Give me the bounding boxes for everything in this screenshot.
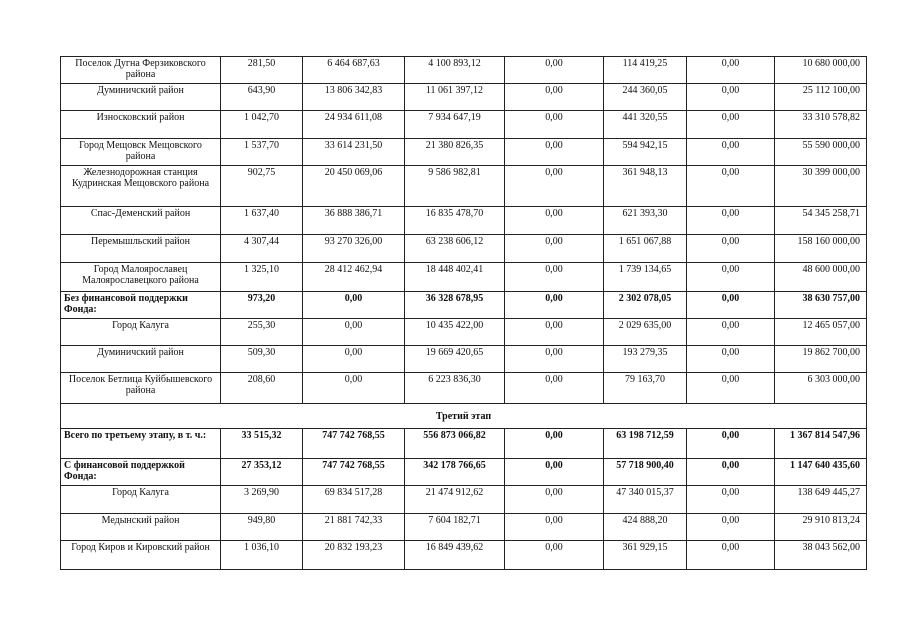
value-cell-6: 0,00: [687, 429, 775, 459]
table-row: [61, 263, 867, 292]
value-cell-6: 0,00: [687, 346, 775, 373]
value-cell-7: 30 399 000,00: [775, 166, 867, 207]
value-cell-3: 18 448 402,41: [405, 263, 505, 292]
value-cell-1: 1 042,70: [221, 111, 303, 139]
value-cell-3: 342 178 766,65: [405, 459, 505, 486]
value-cell-6: 0,00: [687, 541, 775, 570]
value-cell-4: 0,00: [505, 84, 604, 111]
value-cell-3: 36 328 678,95: [405, 292, 505, 319]
value-cell-2: 28 412 462,94: [303, 263, 405, 292]
value-cell-5: 244 360,05: [604, 84, 687, 111]
value-cell-3: 19 669 420,65: [405, 346, 505, 373]
total-row: [61, 429, 867, 459]
table-row: [61, 514, 867, 541]
value-cell-3: 4 100 893,12: [405, 57, 505, 84]
row-name-cell: Перемышльский район: [61, 235, 221, 263]
value-cell-7: 6 303 000,00: [775, 373, 867, 404]
value-cell-5: 2 029 635,00: [604, 319, 687, 346]
value-cell-4: 0,00: [505, 346, 604, 373]
value-cell-5: 361 948,13: [604, 166, 687, 207]
value-cell-4: 0,00: [505, 139, 604, 166]
value-cell-7: 19 862 700,00: [775, 346, 867, 373]
value-cell-7: 1 367 814 547,96: [775, 429, 867, 459]
value-cell-6: 0,00: [687, 166, 775, 207]
table-row: [61, 166, 867, 207]
value-cell-4: 0,00: [505, 207, 604, 235]
subtotal-row: [61, 292, 867, 319]
row-name-cell: Город Мещовск Мещовского района: [61, 139, 221, 166]
table-row: [61, 486, 867, 514]
value-cell-2: 20 832 193,23: [303, 541, 405, 570]
row-name-cell: Спас-Деменский район: [61, 207, 221, 235]
row-name-cell: С финансовой поддержкой Фонда:: [61, 459, 221, 486]
value-cell-5: 1 651 067,88: [604, 235, 687, 263]
stage-header-row: [61, 404, 867, 429]
value-cell-1: 3 269,90: [221, 486, 303, 514]
value-cell-7: 48 600 000,00: [775, 263, 867, 292]
value-cell-7: 138 649 445,27: [775, 486, 867, 514]
value-cell-6: 0,00: [687, 486, 775, 514]
table-row: [61, 319, 867, 346]
stage-title: Третий этап: [61, 404, 867, 429]
value-cell-7: 12 465 057,00: [775, 319, 867, 346]
value-cell-7: 33 310 578,82: [775, 111, 867, 139]
value-cell-1: 1 637,40: [221, 207, 303, 235]
row-name-cell: Думиничский район: [61, 84, 221, 111]
budget-table-container: [60, 56, 866, 570]
budget-table: [60, 56, 867, 570]
value-cell-6: 0,00: [687, 514, 775, 541]
table-body: [61, 57, 867, 570]
value-cell-6: 0,00: [687, 373, 775, 404]
value-cell-4: 0,00: [505, 459, 604, 486]
value-cell-2: 13 806 342,83: [303, 84, 405, 111]
value-cell-5: 594 942,15: [604, 139, 687, 166]
value-cell-6: 0,00: [687, 139, 775, 166]
value-cell-1: 33 515,32: [221, 429, 303, 459]
row-name-cell: Думиничский район: [61, 346, 221, 373]
value-cell-6: 0,00: [687, 319, 775, 346]
table-row: [61, 373, 867, 404]
value-cell-2: 93 270 326,00: [303, 235, 405, 263]
value-cell-4: 0,00: [505, 429, 604, 459]
value-cell-2: 0,00: [303, 373, 405, 404]
table-row: [61, 541, 867, 570]
value-cell-1: 1 036,10: [221, 541, 303, 570]
row-name-cell: Поселок Дугна Ферзиковского района: [61, 57, 221, 84]
value-cell-6: 0,00: [687, 84, 775, 111]
value-cell-2: 21 881 742,33: [303, 514, 405, 541]
value-cell-2: 33 614 231,50: [303, 139, 405, 166]
value-cell-3: 11 061 397,12: [405, 84, 505, 111]
value-cell-2: 69 834 517,28: [303, 486, 405, 514]
value-cell-5: 193 279,35: [604, 346, 687, 373]
value-cell-3: 21 474 912,62: [405, 486, 505, 514]
table-row: [61, 84, 867, 111]
value-cell-3: 21 380 826,35: [405, 139, 505, 166]
value-cell-6: 0,00: [687, 263, 775, 292]
value-cell-5: 2 302 078,05: [604, 292, 687, 319]
value-cell-1: 902,75: [221, 166, 303, 207]
subtotal-row: [61, 459, 867, 486]
row-name-cell: Город Киров и Кировский район: [61, 541, 221, 570]
value-cell-2: 0,00: [303, 292, 405, 319]
value-cell-1: 281,50: [221, 57, 303, 84]
value-cell-4: 0,00: [505, 235, 604, 263]
value-cell-6: 0,00: [687, 292, 775, 319]
value-cell-2: 0,00: [303, 319, 405, 346]
value-cell-6: 0,00: [687, 111, 775, 139]
row-name-cell: Город Калуга: [61, 319, 221, 346]
value-cell-7: 29 910 813,24: [775, 514, 867, 541]
value-cell-1: 4 307,44: [221, 235, 303, 263]
value-cell-6: 0,00: [687, 235, 775, 263]
value-cell-4: 0,00: [505, 111, 604, 139]
value-cell-5: 441 320,55: [604, 111, 687, 139]
row-name-cell: Поселок Бетлица Куйбышевского района: [61, 373, 221, 404]
value-cell-5: 114 419,25: [604, 57, 687, 84]
row-name-cell: Износковский район: [61, 111, 221, 139]
value-cell-6: 0,00: [687, 57, 775, 84]
value-cell-6: 0,00: [687, 459, 775, 486]
value-cell-4: 0,00: [505, 292, 604, 319]
value-cell-4: 0,00: [505, 541, 604, 570]
value-cell-1: 1 325,10: [221, 263, 303, 292]
value-cell-5: 424 888,20: [604, 514, 687, 541]
value-cell-1: 973,20: [221, 292, 303, 319]
value-cell-2: 747 742 768,55: [303, 459, 405, 486]
table-row: [61, 207, 867, 235]
value-cell-7: 55 590 000,00: [775, 139, 867, 166]
row-name-cell: Город Калуга: [61, 486, 221, 514]
value-cell-5: 57 718 900,40: [604, 459, 687, 486]
value-cell-7: 1 147 640 435,60: [775, 459, 867, 486]
table-row: [61, 235, 867, 263]
value-cell-2: 747 742 768,55: [303, 429, 405, 459]
table-row: [61, 346, 867, 373]
row-name-cell: Всего по третьему этапу, в т. ч.:: [61, 429, 221, 459]
value-cell-3: 9 586 982,81: [405, 166, 505, 207]
value-cell-3: 16 849 439,62: [405, 541, 505, 570]
value-cell-6: 0,00: [687, 207, 775, 235]
value-cell-2: 36 888 386,71: [303, 207, 405, 235]
row-name-cell: Железнодорожная станция Кудринская Мещовского района: [61, 166, 221, 207]
value-cell-5: 47 340 015,37: [604, 486, 687, 514]
value-cell-3: 16 835 478,70: [405, 207, 505, 235]
row-name-cell: Медынский район: [61, 514, 221, 541]
table-row: [61, 139, 867, 166]
value-cell-7: 25 112 100,00: [775, 84, 867, 111]
value-cell-2: 0,00: [303, 346, 405, 373]
value-cell-7: 38 043 562,00: [775, 541, 867, 570]
row-name-cell: Без финансовой поддержки Фонда:: [61, 292, 221, 319]
value-cell-3: 10 435 422,00: [405, 319, 505, 346]
value-cell-2: 6 464 687,63: [303, 57, 405, 84]
value-cell-7: 10 680 000,00: [775, 57, 867, 84]
value-cell-1: 255,30: [221, 319, 303, 346]
value-cell-5: 1 739 134,65: [604, 263, 687, 292]
value-cell-3: 63 238 606,12: [405, 235, 505, 263]
value-cell-4: 0,00: [505, 319, 604, 346]
table-row: [61, 57, 867, 84]
value-cell-3: 7 604 182,71: [405, 514, 505, 541]
value-cell-4: 0,00: [505, 166, 604, 207]
value-cell-5: 63 198 712,59: [604, 429, 687, 459]
value-cell-2: 20 450 069,06: [303, 166, 405, 207]
value-cell-1: 509,30: [221, 346, 303, 373]
value-cell-5: 621 393,30: [604, 207, 687, 235]
value-cell-4: 0,00: [505, 486, 604, 514]
value-cell-4: 0,00: [505, 263, 604, 292]
value-cell-3: 556 873 066,82: [405, 429, 505, 459]
value-cell-1: 208,60: [221, 373, 303, 404]
value-cell-4: 0,00: [505, 373, 604, 404]
value-cell-4: 0,00: [505, 57, 604, 84]
value-cell-2: 24 934 611,08: [303, 111, 405, 139]
value-cell-1: 643,90: [221, 84, 303, 111]
value-cell-7: 158 160 000,00: [775, 235, 867, 263]
value-cell-5: 361 929,15: [604, 541, 687, 570]
value-cell-3: 6 223 836,30: [405, 373, 505, 404]
value-cell-5: 79 163,70: [604, 373, 687, 404]
value-cell-1: 27 353,12: [221, 459, 303, 486]
value-cell-7: 38 630 757,00: [775, 292, 867, 319]
value-cell-1: 1 537,70: [221, 139, 303, 166]
table-row: [61, 111, 867, 139]
value-cell-1: 949,80: [221, 514, 303, 541]
value-cell-3: 7 934 647,19: [405, 111, 505, 139]
value-cell-4: 0,00: [505, 514, 604, 541]
row-name-cell: Город Малоярославец Малоярославецкого района: [61, 263, 221, 292]
value-cell-7: 54 345 258,71: [775, 207, 867, 235]
